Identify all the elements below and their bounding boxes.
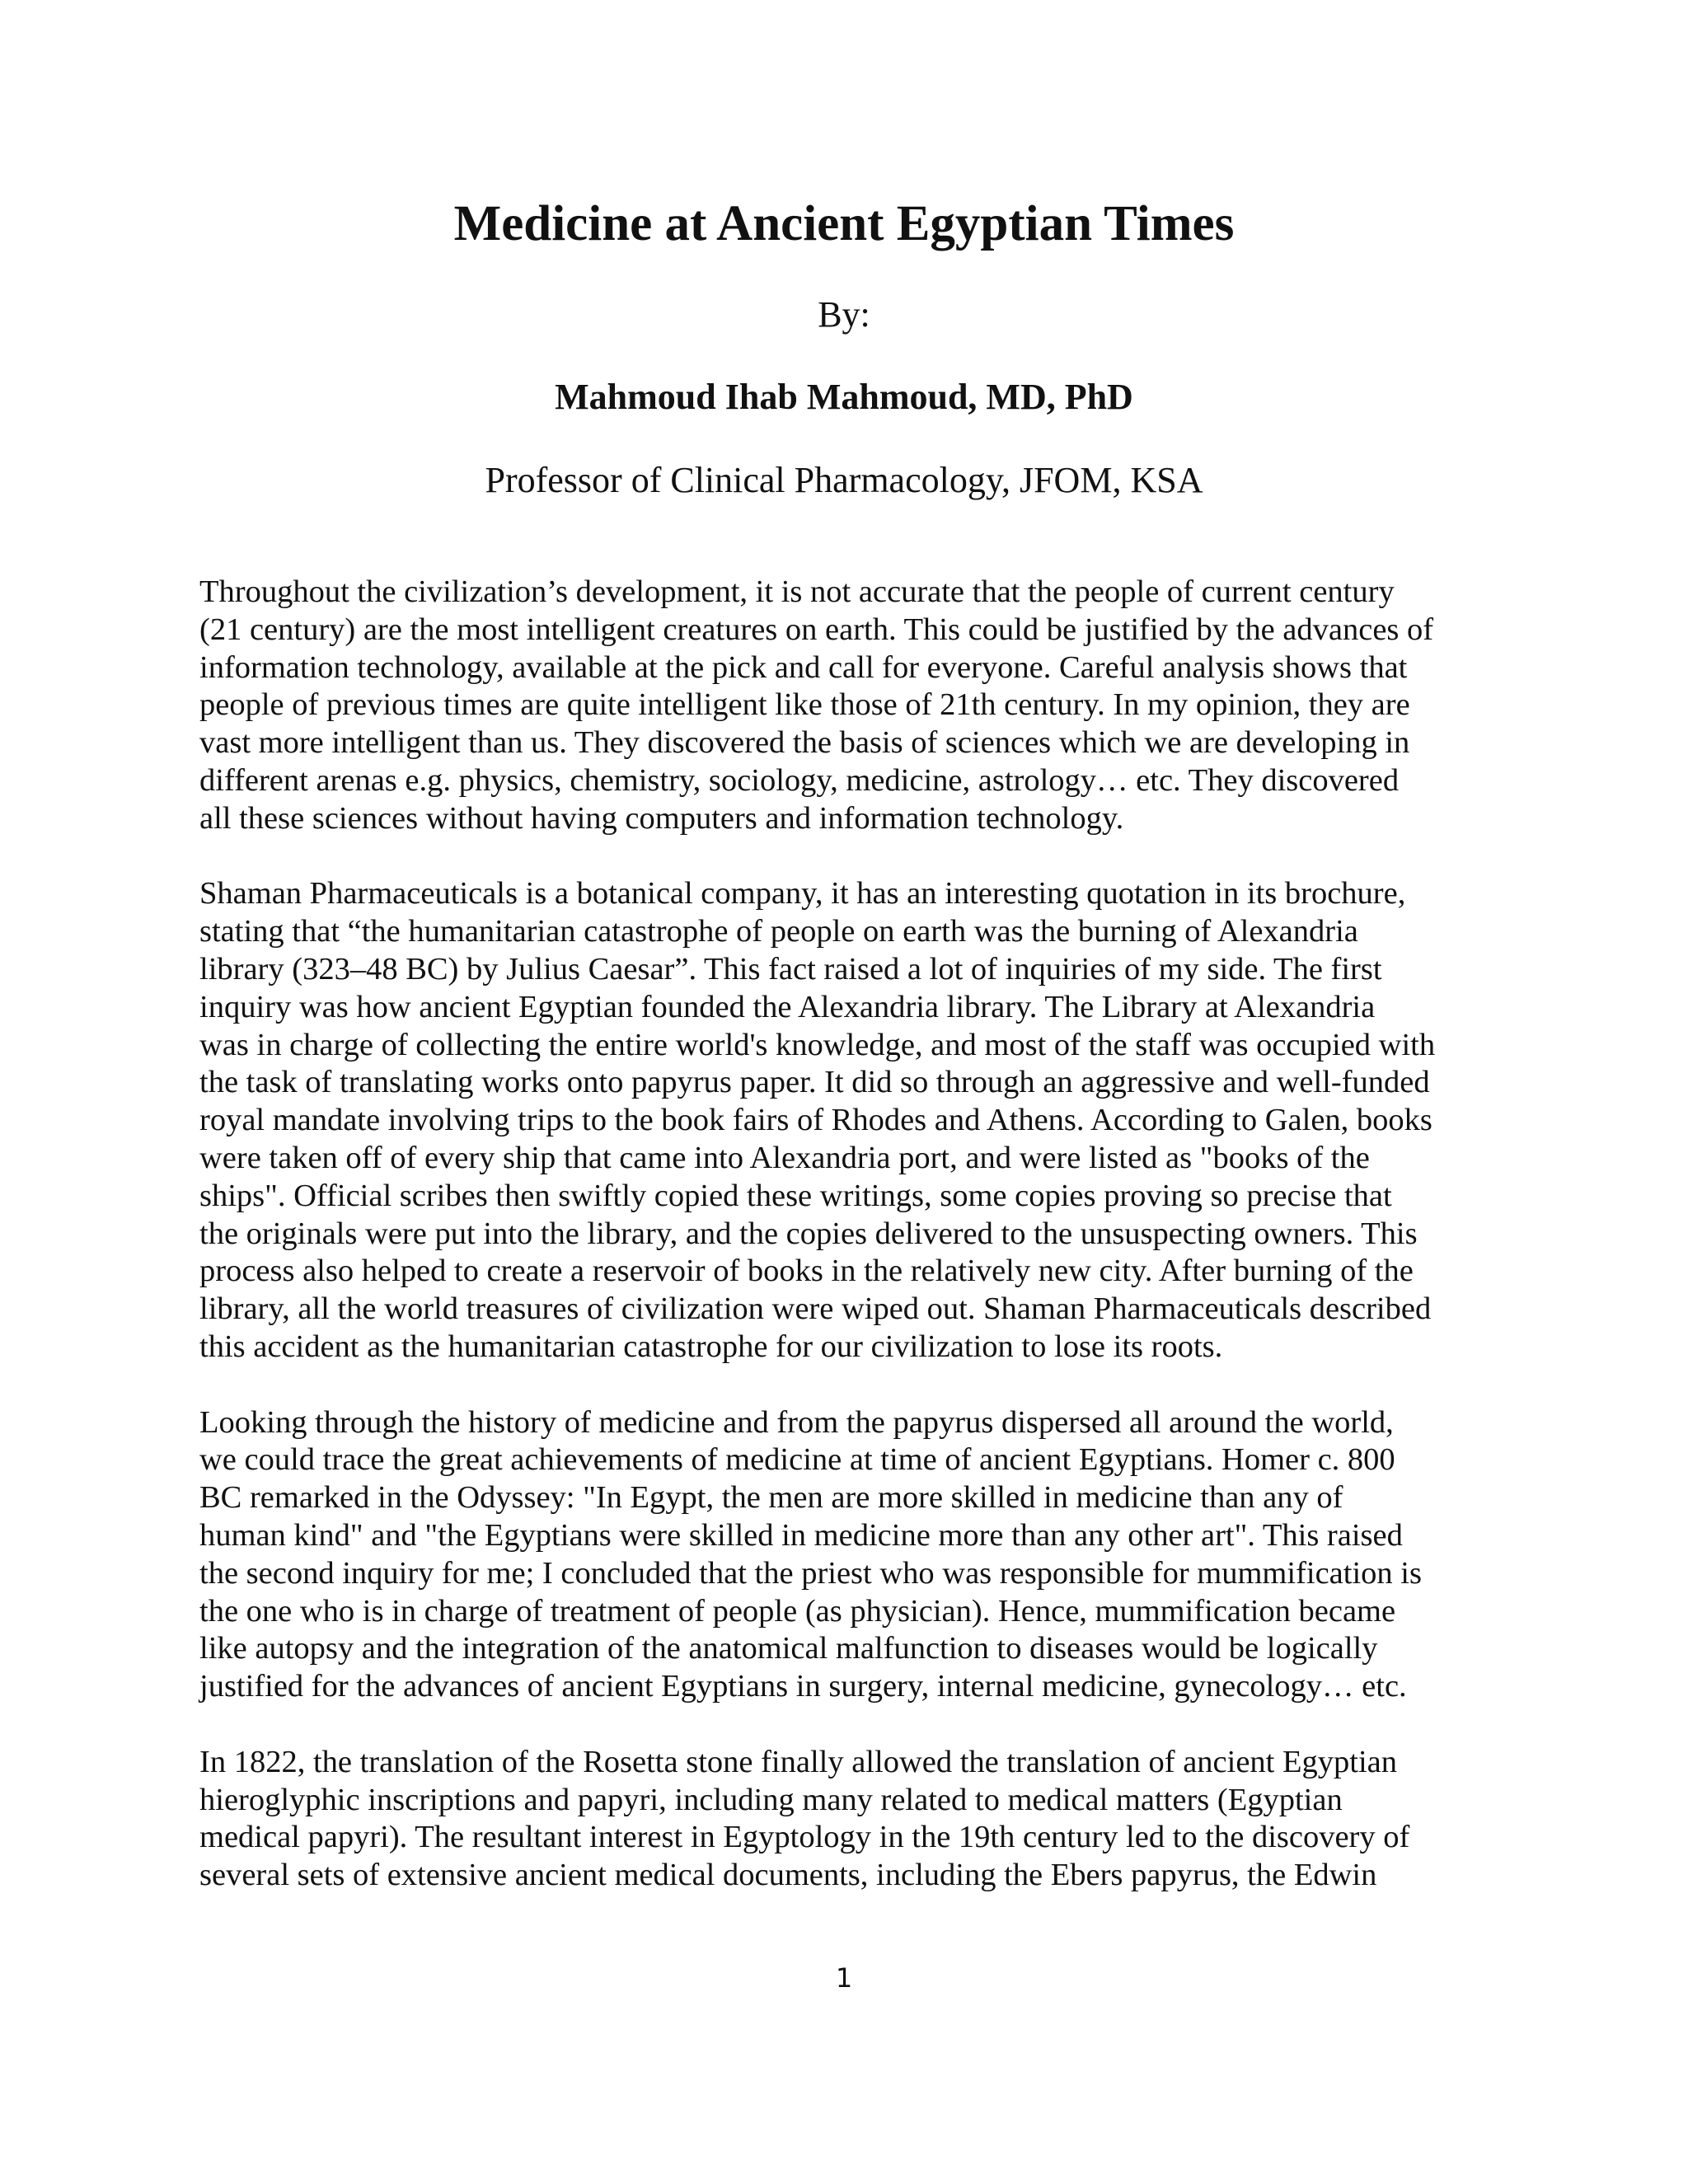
- body-text: [199, 574, 1502, 1933]
- page-number: 1: [835, 1962, 853, 1994]
- document-title: Medicine at Ancient Egyptian Times: [453, 196, 1235, 251]
- paragraph-3: Looking through the history of medicine and from the papyrus dispersed all around the world, we could trace the great achievements of medicine at time of ancient Egyptians. Homer c. 800 BC remarked in the Odyssey: "In Egypt, the men are more skilled in medicine than any of human kind" and "the Egyptians were skilled in medicine more than any other art". This raised the second inquiry for me; I concluded that the priest who was responsible for mummification is the one who is in charge of treatment of people (as physician). Hence, mummification became like autopsy and the integration of the anatomical malfunction to diseases would be logically justified for the advances of ancient Egyptians in surgery, internal medicine, gynecology… etc.: [199, 1404, 1422, 1704]
- paragraph-1: Throughout the civilization’s development, it is not accurate that the people of current century (21 century) are the most intelligent creatures on earth. This could be justified by the advances of information technology, available at the pick and call for everyone. Careful analysis shows that people of previous times are quite intelligent like those of 21th century. In my opinion, they are vast more intelligent than us. They discovered the basis of sciences which we are developing in different arenas e.g. physics, chemistry, sociology, medicine, astrology… etc. They discovered all these sciences without having computers and information technology.: [199, 574, 1434, 836]
- paragraph-4: In 1822, the translation of the Rosetta stone finally allowed the translation of ancient Egyptian hieroglyphic inscriptions and papyri, including many related to medical matters (Egyptian medical papyri). The resultant interest in Egyptology in the 19th century led to the discovery of several sets of extensive ancient medical documents, including the Ebers papyrus, the Edwin: [199, 1744, 1410, 1893]
- by-label: By:: [818, 294, 870, 335]
- paragraph-2: Shaman Pharmaceuticals is a botanical company, it has an interesting quotation in its brochure, stating that “the humanitarian catastrophe of people on earth was the burning of Alexandria library (323–48 BC) by Julius Caesar”. This fact raised a lot of inquiries of my side. The first inquiry was how ancient Egyptian founded the Alexandria library. The Library at Alexandria was in charge of collecting the entire world's knowledge, and most of the staff was occupied with the task of translating works onto papyrus paper. It did so through an aggressive and well-funded royal mandate involving trips to the book fairs of Rhodes and Athens. According to Galen, books were taken off of every ship that came into Alexandria port, and were listed as "books of the ships". Official scribes then swiftly copied these writings, some copies proving so precise that the originals were put into the library, and the copies delivered to the unsuspecting owners. This process also helped to create a reservoir of books in the relatively new city. After burning of the library, all the world treasures of civilization were wiped out. Shaman Pharmaceuticals described this accident as the humanitarian catastrophe for our civilization to lose its roots.: [199, 876, 1436, 1364]
- author-affiliation: Professor of Clinical Pharmacology, JFOM, KSA: [485, 460, 1203, 500]
- author-name: Mahmoud Ihab Mahmoud, MD, PhD: [555, 377, 1133, 417]
